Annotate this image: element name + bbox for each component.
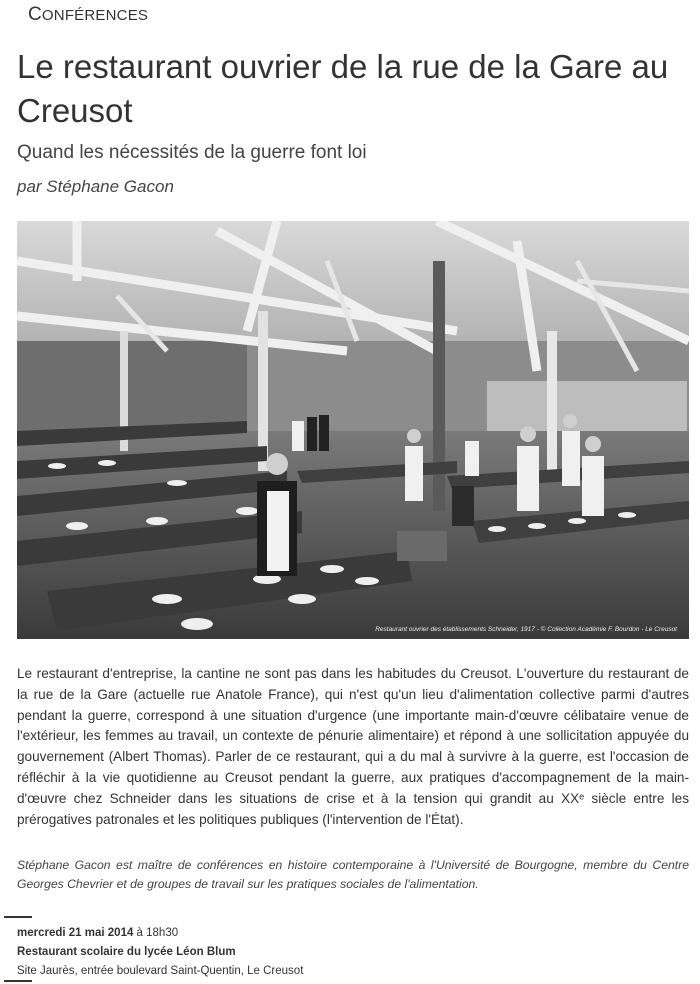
canteen-photo [17,221,689,639]
section-heading [28,4,148,26]
event-address: Site Jaurès, entrée boulevard Saint-Quentin, Le Creusot [17,965,304,977]
author-bio: Stéphane Gacon est maître de conférences en histoire contemporaine à l'Université de Bourgogne, membre du Centre Georges Chevrier et de groupes de travail sur les pratiques sociales de l'alimentation. [17,858,689,891]
article-body: Le restaurant d'entreprise, la cantine ne sont pas dans les habitudes du Creusot. L'ouverture du restaurant de la rue de la Gare (actuelle rue Anatole France), qui n'est qu'un lieu d'alimentation collective parmi d'autres pendant la guerre, correspond à une situation d'urgence (une importante main-d'œuvre célibataire venue de l'extérieur, les femmes au travail, un contexte de pénurie alimentaire) et répond à une sollicitation appuyée du gouvernement (Albert Thomas). Parler de ce restaurant, qui a du mal à survivre à la guerre, est l'occasion de réfléchir à la vie quotidienne au Creusot pendant la guerre, aux pratiques d'accompagnement de la main-d'œuvre chez Schneider dans les situations de crise et à la tension qui grandit au XXᵉ siècle entre les prérogatives patronales et les politiques publiques (l'intervention de l'État). [17,666,689,827]
event-time: à 18h30 [133,927,179,939]
event-venue: Restaurant scolaire du lycée Léon Blum [17,946,236,958]
article-title: Le restaurant ouvrier de la rue de la Gare au Creusot [17,48,669,129]
section-heading-rest: ONFÉRENCES [41,7,149,24]
divider-bottom [4,980,32,982]
article-subtitle: Quand les nécessités de la guerre font loi [17,142,367,163]
event-date: mercredi 21 mai 2014 [17,927,134,939]
divider-top [4,916,32,918]
article-author: par Stéphane Gacon [17,177,174,196]
event-details [17,924,689,981]
section-heading-initial: C [28,4,42,25]
photo-caption: Restaurant ouvrier des établissements Schneider, 1917 - © Collection Académie F. Bourdon - Le Creusot [375,626,677,633]
canteen-photo-illustration [17,221,689,639]
